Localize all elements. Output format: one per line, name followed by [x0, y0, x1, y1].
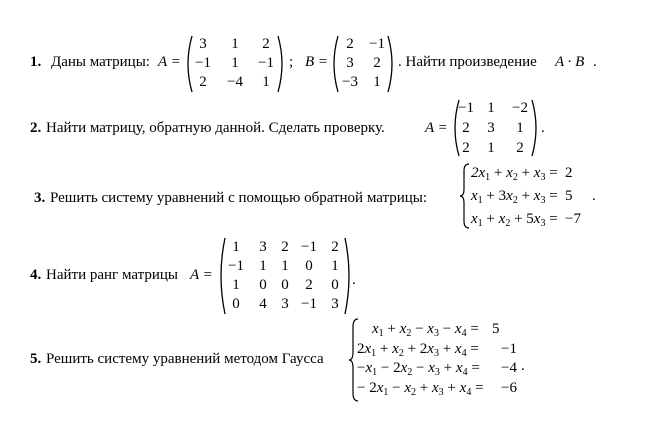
problem-text: . Найти произведение — [398, 54, 537, 70]
equation-lhs: $-x_1 - 2x_2 - x_3 + x_4$ = — [357, 360, 480, 378]
right-paren — [276, 35, 286, 93]
matrix-cell: 3 — [281, 296, 289, 312]
matrix-cell: −1 — [458, 100, 474, 116]
equation-lhs: − $2x_1 - x_2 + x_3 + x_4$ = — [357, 380, 484, 398]
matrix-cell: 1 — [232, 239, 240, 255]
matrix-cell: 3 — [199, 36, 207, 52]
equation-lhs: $x_1 + 3x_2 + x_3$ = — [471, 188, 558, 206]
matrix-label: A = — [425, 120, 448, 136]
matrix-cell: −1 — [258, 55, 274, 71]
matrix-cell: 1 — [516, 120, 524, 136]
matrix-cell: −1 — [228, 258, 244, 274]
period: . — [592, 188, 596, 204]
problem-number: 1. — [30, 54, 42, 70]
matrix-cell: −3 — [342, 74, 358, 90]
problem-number: 2. — [30, 120, 42, 136]
matrix-cell: 1 — [487, 100, 495, 116]
equation-rhs: −7 — [565, 211, 581, 227]
matrix-cell: 2 — [462, 140, 470, 156]
matrix-label: B = — [305, 54, 329, 70]
equation-rhs: 5 — [492, 321, 500, 337]
matrix-cell: 3 — [487, 120, 495, 136]
problem-number: 4. — [30, 267, 42, 283]
matrix-cell: 2 — [331, 239, 339, 255]
left-paren — [217, 237, 227, 315]
matrix-label: A = — [190, 267, 213, 283]
matrix-cell: 1 — [262, 74, 270, 90]
matrix-cell: 0 — [305, 258, 313, 274]
matrix-cell: 2 — [346, 36, 354, 52]
matrix-cell: −1 — [195, 55, 211, 71]
equation-rhs: 2 — [565, 165, 573, 181]
matrix-cell: 0 — [259, 277, 267, 293]
equation-lhs: $2x_1 + x_2 + 2x_3 + x_4$ = — [357, 341, 479, 359]
matrix-cell: 1 — [281, 258, 289, 274]
equation-lhs: $x_1 + x_2 + 5x_3$ = — [471, 211, 558, 229]
matrix-cell: −4 — [227, 74, 243, 90]
matrix-cell: 1 — [331, 258, 339, 274]
matrix-cell: 1 — [259, 258, 267, 274]
matrix-cell: 0 — [331, 277, 339, 293]
matrix-cell: 2 — [516, 140, 524, 156]
left-paren — [184, 35, 194, 93]
equation-lhs: $x_1 + x_2 - x_3 - x_4$ = — [372, 321, 479, 339]
equation-rhs: −4 — [501, 360, 517, 376]
period: . — [521, 358, 525, 374]
matrix-cell: 3 — [346, 55, 354, 71]
right-paren — [386, 35, 396, 93]
system-brace — [459, 163, 471, 229]
matrix-cell: 0 — [232, 296, 240, 312]
problem-number: 3. — [34, 190, 46, 206]
matrix-cell: 2 — [305, 277, 313, 293]
matrix-cell: 2 — [281, 239, 289, 255]
period: . — [593, 54, 597, 70]
matrix-cell: 1 — [373, 74, 381, 90]
matrix-cell: 2 — [373, 55, 381, 71]
equation-rhs: −1 — [501, 341, 517, 357]
problem-text: Найти матрицу, обратную данной. Сделать проверку. — [46, 120, 385, 136]
problem-text: Решить систему уравнений с помощью обратной матрицы: — [50, 190, 428, 206]
matrix-cell: 0 — [281, 277, 289, 293]
equation-rhs: −6 — [501, 380, 517, 396]
matrix-cell: 3 — [331, 296, 339, 312]
matrix-cell: 1 — [232, 277, 240, 293]
matrix-cell: 1 — [231, 55, 239, 71]
product-expression: A · B — [555, 54, 585, 70]
matrix-cell: 2 — [262, 36, 270, 52]
separator: ; — [289, 54, 294, 70]
problem-number: 5. — [30, 351, 42, 367]
problem-text: Найти ранг матрицы — [46, 267, 178, 283]
matrix-cell: −2 — [512, 100, 528, 116]
matrix-cell: 2 — [199, 74, 207, 90]
matrix-cell: 3 — [259, 239, 267, 255]
equation-rhs: 5 — [565, 188, 573, 204]
matrix-cell: −1 — [369, 36, 385, 52]
matrix-label: A = — [158, 54, 181, 70]
matrix-cell: −1 — [301, 296, 317, 312]
equation-lhs: $2x_1 + x_2 + x_3$ = — [471, 165, 558, 183]
matrix-cell: 2 — [462, 120, 470, 136]
matrix-cell: 4 — [259, 296, 267, 312]
period: . — [352, 272, 356, 288]
right-paren — [530, 99, 540, 157]
problem-text: Даны матрицы: — [51, 54, 150, 70]
matrix-cell: 1 — [231, 36, 239, 52]
matrix-cell: −1 — [301, 239, 317, 255]
left-paren — [330, 35, 340, 93]
matrix-cell: 1 — [487, 140, 495, 156]
problem-text: Решить систему уравнений методом Гаусса — [46, 351, 324, 367]
period: . — [541, 120, 545, 136]
